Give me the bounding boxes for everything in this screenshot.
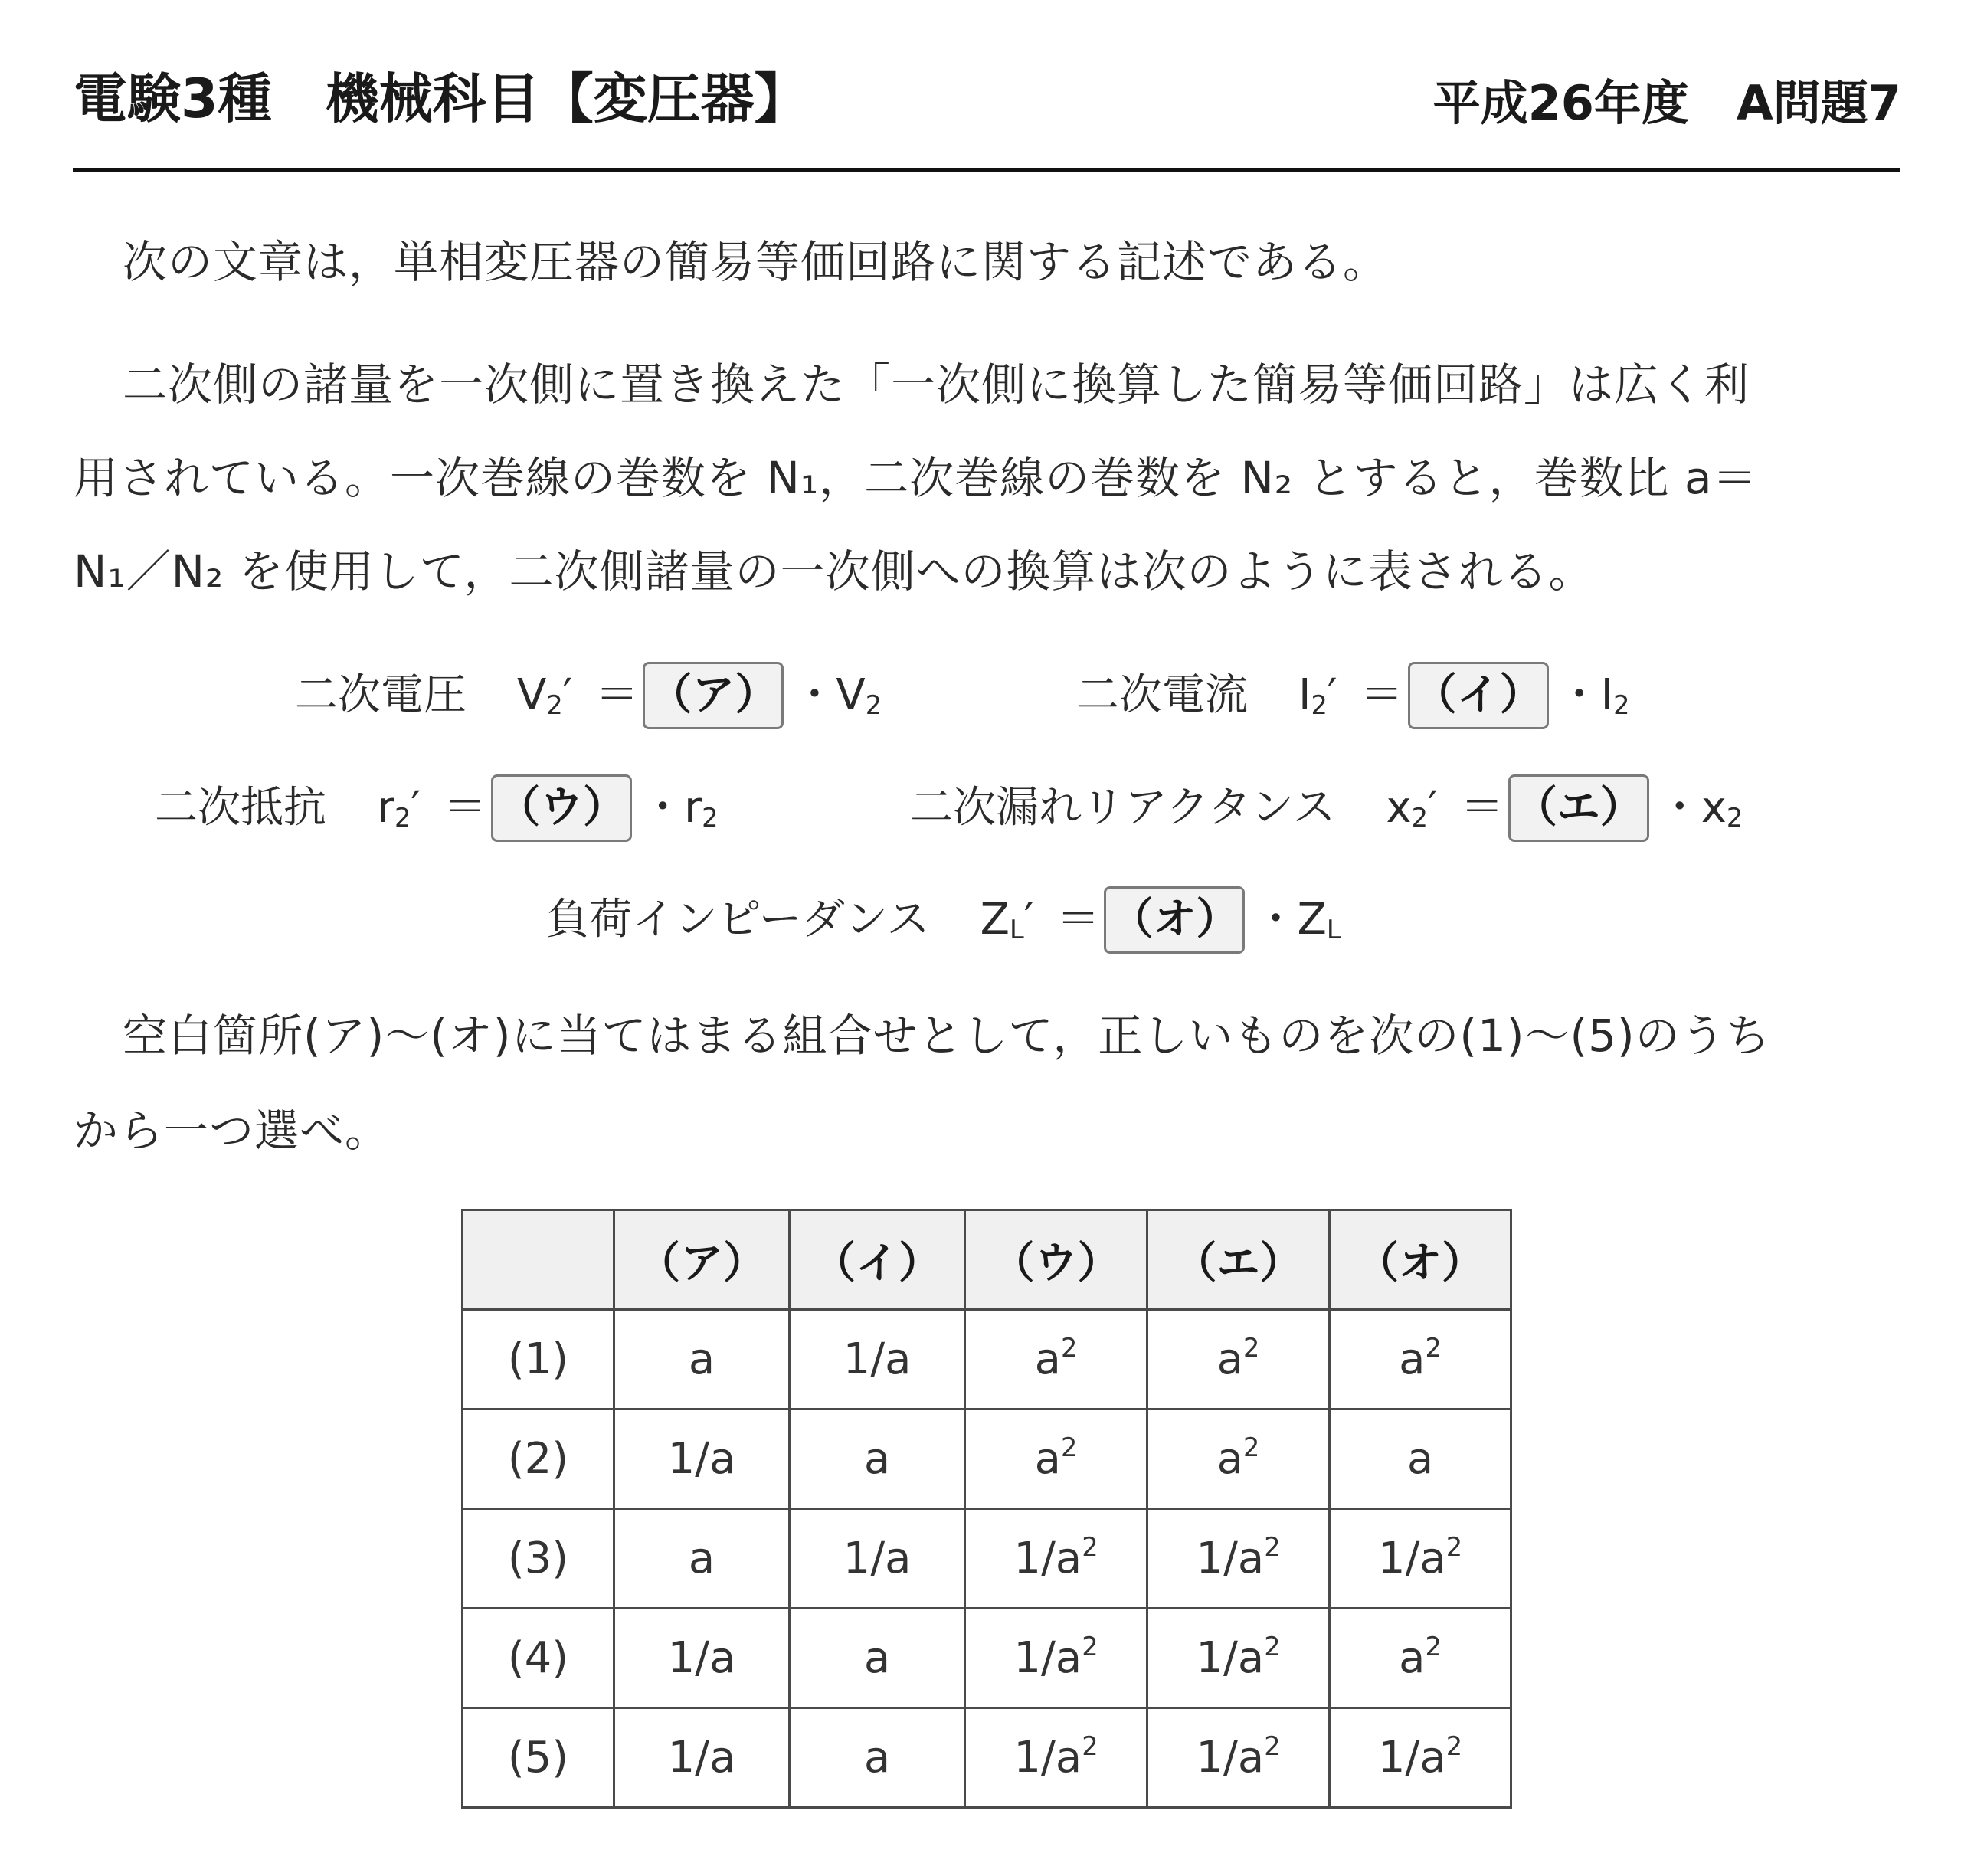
equation-resistance xyxy=(155,774,719,842)
blank-box-u: （ウ） xyxy=(491,774,632,842)
equation-current xyxy=(1076,662,1630,729)
table-row xyxy=(463,1609,1511,1708)
equals-sign: ＝ xyxy=(595,670,639,720)
table-cell: $1/a^2$ xyxy=(965,1509,1147,1609)
equation-voltage xyxy=(295,662,882,729)
intro-text: 次の文章は，単相変圧器の簡易等価回路に関する記述である。 xyxy=(123,236,1389,288)
equation-rhs: $r_2$ xyxy=(684,783,719,833)
option-label: (1) xyxy=(463,1310,614,1409)
equation-dot: ・ xyxy=(1658,783,1701,833)
table-cell: 1/a xyxy=(614,1708,790,1808)
question-line-2: から一つ選べ。 xyxy=(74,1105,391,1157)
table-cell: $a^2$ xyxy=(965,1409,1147,1509)
header-divider xyxy=(73,168,1900,172)
blank-box-o: （オ） xyxy=(1104,886,1245,954)
equation-reactance xyxy=(910,774,1743,842)
equation-dot: ・ xyxy=(641,783,685,833)
table-cell: 1/a xyxy=(790,1509,965,1609)
table-cell: $a^2$ xyxy=(1330,1609,1511,1708)
option-label: (5) xyxy=(463,1708,614,1808)
table-cell: 1/a xyxy=(790,1310,965,1409)
answer-table xyxy=(461,1209,1512,1809)
equation-lhs: $r_2'$ xyxy=(377,783,421,833)
equals-sign: ＝ xyxy=(444,783,487,833)
equation-label: 二次抵抗 xyxy=(155,783,326,833)
equation-dot: ・ xyxy=(1557,670,1601,720)
table-row xyxy=(463,1310,1511,1409)
table-row xyxy=(463,1708,1511,1808)
equation-label: 二次漏れリアクタンス xyxy=(910,783,1336,833)
question-line-1: 空白箇所(ア)～(オ)に当てはまる組合せとして，正しいものを次の(1)～(5)のうち xyxy=(123,1010,1771,1062)
table-cell: $1/a^2$ xyxy=(965,1609,1147,1708)
table-cell: 1/a xyxy=(614,1409,790,1509)
table-cell: $a^2$ xyxy=(965,1310,1147,1409)
table-header-cell: （イ） xyxy=(790,1210,965,1310)
equals-sign: ＝ xyxy=(1460,783,1504,833)
equation-label: 二次電流 xyxy=(1076,670,1248,720)
table-header-cell: （オ） xyxy=(1330,1210,1511,1310)
table-row xyxy=(463,1509,1511,1609)
table-cell: $a^2$ xyxy=(1147,1409,1330,1509)
table-corner-cell xyxy=(463,1210,614,1310)
equals-sign: ＝ xyxy=(1360,670,1403,720)
blank-box-a: （ア） xyxy=(643,662,784,729)
table-cell: a xyxy=(1330,1409,1511,1509)
option-label: (2) xyxy=(463,1409,614,1509)
table-cell: a xyxy=(790,1609,965,1708)
equation-rhs: $x_2$ xyxy=(1701,783,1743,833)
table-cell: a xyxy=(614,1509,790,1609)
equation-label: 二次電圧 xyxy=(295,670,467,720)
equation-lhs: $V_2'$ xyxy=(517,670,573,720)
table-cell: $a^2$ xyxy=(1330,1310,1511,1409)
equation-rhs: $I_2$ xyxy=(1600,670,1630,720)
table-cell: $1/a^2$ xyxy=(1330,1708,1511,1808)
body-line-3: N₁／N₂ を使用して，二次側諸量の一次側への換算は次のように表される。 xyxy=(74,545,1594,598)
table-cell: a xyxy=(614,1310,790,1409)
option-label: (4) xyxy=(463,1609,614,1708)
table-header-row xyxy=(463,1210,1511,1310)
table-cell: $1/a^2$ xyxy=(965,1708,1147,1808)
table-header-cell: （ウ） xyxy=(965,1210,1147,1310)
table-cell: 1/a xyxy=(614,1609,790,1708)
table-header-cell: （ア） xyxy=(614,1210,790,1310)
table-cell: $1/a^2$ xyxy=(1147,1609,1330,1708)
equation-lhs: $x_2'$ xyxy=(1386,783,1438,833)
equation-load xyxy=(546,886,1341,954)
body-line-1: 二次側の諸量を一次側に置き換えた「一次側に換算した簡易等価回路」は広く利 xyxy=(123,359,1750,411)
blank-box-i: （イ） xyxy=(1408,662,1549,729)
table-cell: $1/a^2$ xyxy=(1147,1708,1330,1808)
blank-box-e: （エ） xyxy=(1508,774,1649,842)
table-cell: $a^2$ xyxy=(1147,1310,1330,1409)
table-cell: $1/a^2$ xyxy=(1330,1509,1511,1609)
table-cell: a xyxy=(790,1409,965,1509)
table-cell: $1/a^2$ xyxy=(1147,1509,1330,1609)
equals-sign: ＝ xyxy=(1056,895,1100,945)
equation-label: 負荷インピーダンス xyxy=(546,895,930,945)
document-title: 電験3種 機械科目【変圧器】 xyxy=(74,67,808,130)
exam-label: 平成26年度 A問題7 xyxy=(1432,75,1901,131)
table-row xyxy=(463,1409,1511,1509)
equation-rhs: $V_2$ xyxy=(836,670,882,720)
equation-lhs: $I_2'$ xyxy=(1298,670,1337,720)
body-line-2: 用されている。一次巻線の巻数を N₁，二次巻線の巻数を N₂ とすると，巻数比 a＝ xyxy=(74,452,1758,504)
table-cell: a xyxy=(790,1708,965,1808)
equation-rhs: $Z_L$ xyxy=(1297,895,1341,945)
table-header-cell: （エ） xyxy=(1147,1210,1330,1310)
equation-dot: ・ xyxy=(1254,895,1298,945)
equation-lhs: $Z_L'$ xyxy=(980,895,1034,945)
equation-dot: ・ xyxy=(793,670,836,720)
option-label: (3) xyxy=(463,1509,614,1609)
